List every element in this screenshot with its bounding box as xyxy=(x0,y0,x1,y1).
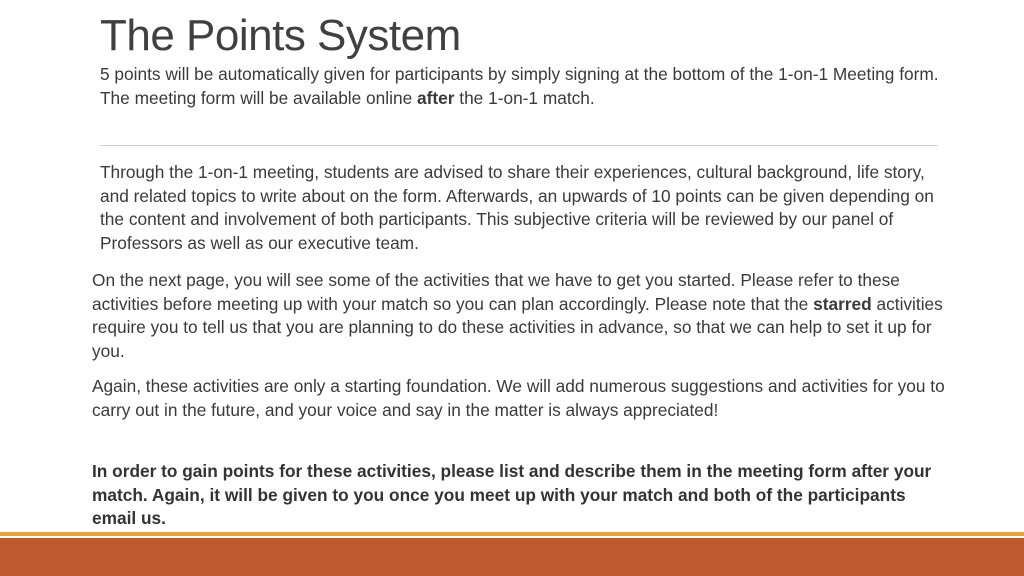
divider-line xyxy=(100,145,938,146)
footer-accent-bar xyxy=(0,538,1024,576)
next-text-before: On the next page, you will see some of the activities that we have to get you started. Please refer to these activities before meeting up with your match so you can plan accordingly. Please note that the xyxy=(92,270,900,314)
intro-text-after: the 1-on-1 match. xyxy=(454,87,595,108)
next-text-after: activities require you to tell us that you are planning to do these activities in advance, so that we can help to set it up for you. xyxy=(92,293,943,361)
points-instructions-paragraph: In order to gain points for these activities, please list and describe them in the meeting form after your match. Again, it will be given to you once you meet up with your match and both of the participants email us. xyxy=(92,461,932,528)
intro-paragraph xyxy=(100,63,950,110)
intro-text-before: 5 points will be automatically given for participants by simply signing at the bottom of the 1-on-1 Meeting form. The meeting form will be available online xyxy=(100,64,939,108)
slide-title: The Points System xyxy=(100,11,461,60)
next-page-paragraph xyxy=(92,269,952,363)
next-bold-starred: starred xyxy=(813,293,872,314)
foundation-paragraph: Again, these activities are only a starting foundation. We will add numerous suggestions and activities for you to carry out in the future, and your voice and say in the matter is always appreciated! xyxy=(92,376,945,420)
footer-accent-thin-bar xyxy=(0,532,1024,536)
intro-bold-after: after xyxy=(417,87,455,108)
meeting-paragraph: Through the 1-on-1 meeting, students are advised to share their experiences, cultural background, life story, and related topics to write about on the form. Afterwards, an upwards of 10 points can be given depending on the content and involvement of both participants. This subjective criteria will be reviewed by our panel of Professors as well as our executive team. xyxy=(100,162,934,253)
